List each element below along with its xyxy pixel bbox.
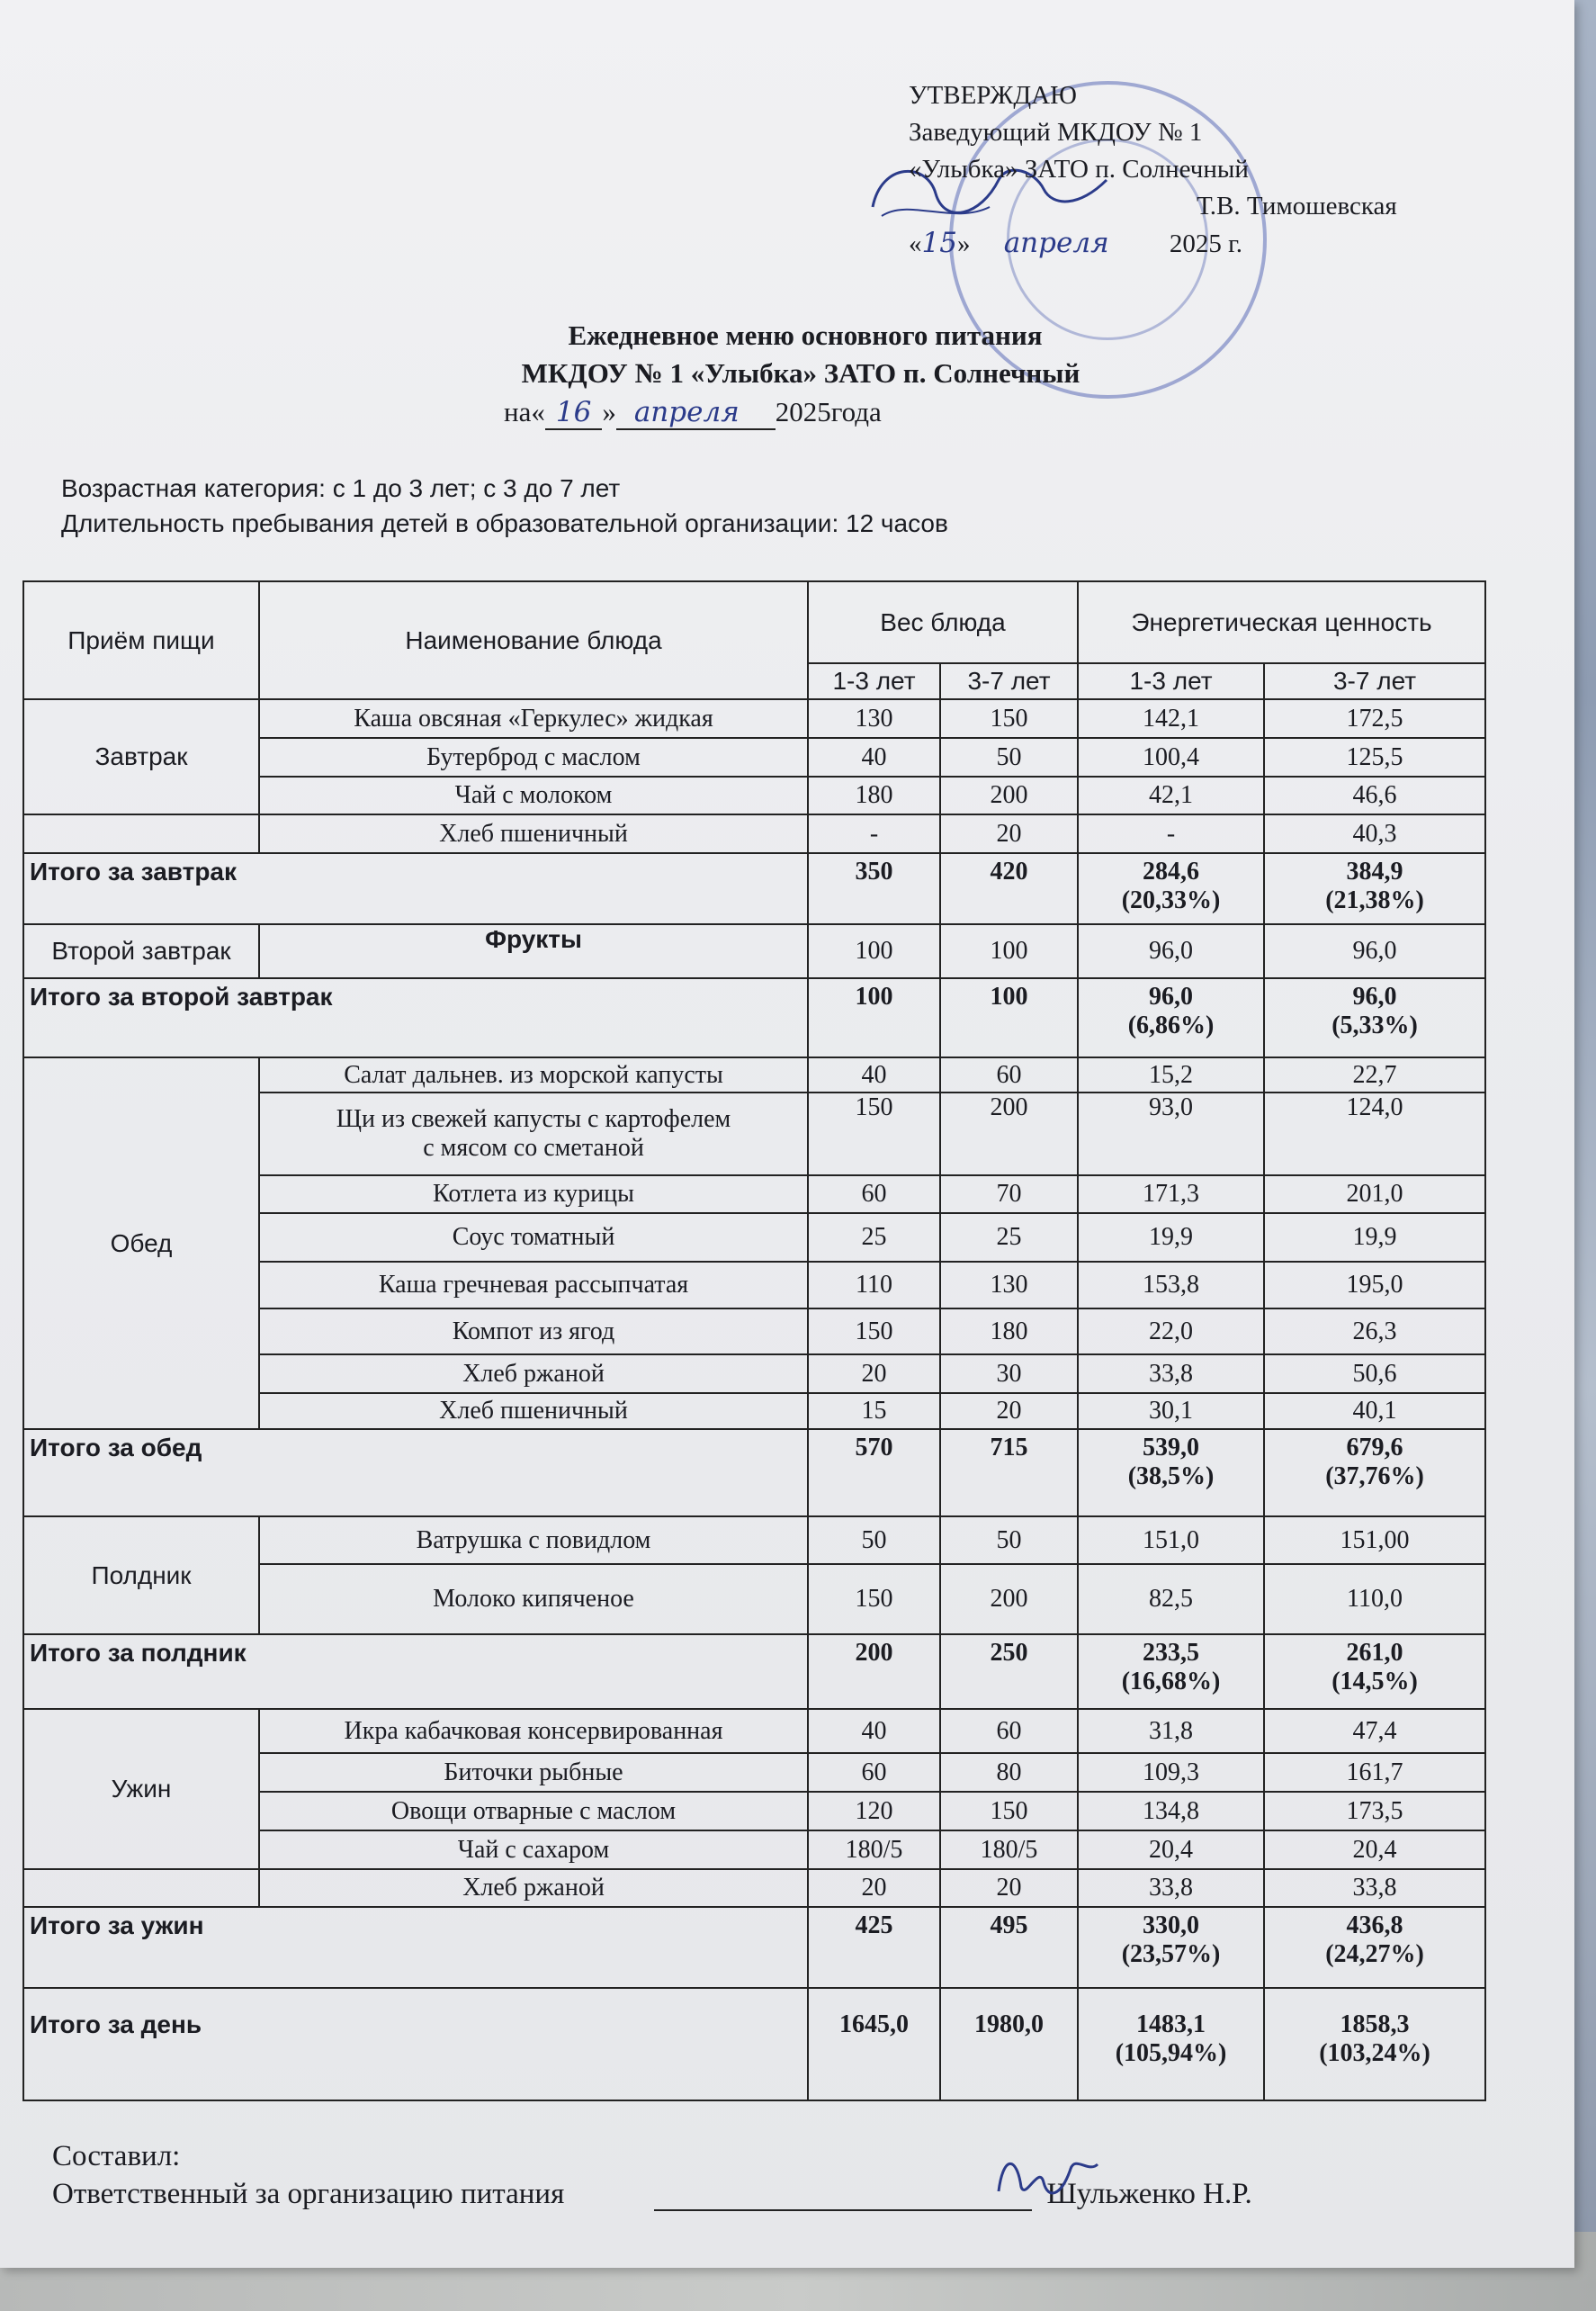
total-label: Итого за второй завтрак xyxy=(23,978,808,1057)
total-label: Итого за день xyxy=(23,1988,808,2100)
weight-3-7: 20 xyxy=(940,814,1078,853)
meal-second-breakfast: Второй завтрак xyxy=(23,924,259,978)
menu-subtitle: МКДОУ № 1 «Улыбка» ЗАТО п. Солнечный xyxy=(521,357,1080,389)
total-weight-1-3: 200 xyxy=(808,1634,940,1709)
energy-1-3: 33,8 xyxy=(1078,1869,1264,1907)
approval-date: «15» апреля 2025 г. xyxy=(909,227,1242,259)
weight-1-3: 60 xyxy=(808,1175,940,1213)
weight-1-3: 40 xyxy=(808,1709,940,1753)
dish-name: Фрукты xyxy=(259,924,808,978)
header-row xyxy=(23,581,1485,663)
total-energy-3-7: 384,9 (21,38%) xyxy=(1264,853,1485,924)
total-label: Итого за обед xyxy=(23,1429,808,1516)
meal-dinner: Ужин xyxy=(23,1709,259,1869)
total-weight-3-7: 715 xyxy=(940,1429,1078,1516)
total-label: Итого за завтрак xyxy=(23,853,808,924)
weight-3-7: 200 xyxy=(940,1093,1078,1175)
energy-3-7: 161,7 xyxy=(1264,1753,1485,1792)
weight-3-7: 20 xyxy=(940,1393,1078,1429)
total-energy-3-7: 96,0 (5,33%) xyxy=(1264,978,1485,1057)
director-name: Т.В. Тимошевская xyxy=(1197,192,1397,220)
energy-1-3: 20,4 xyxy=(1078,1830,1264,1869)
weight-1-3: 20 xyxy=(808,1354,940,1393)
energy-3-7: 124,0 xyxy=(1264,1093,1485,1175)
dish-name: Хлеб пшеничный xyxy=(259,814,808,853)
dish-name: Хлеб ржаной xyxy=(259,1354,808,1393)
dish-name: Чай с молоком xyxy=(259,777,808,814)
energy-3-7: 40,1 xyxy=(1264,1393,1485,1429)
dish-name: Каша гречневая рассыпчатая xyxy=(259,1262,808,1308)
energy-1-3: 96,0 xyxy=(1078,924,1264,978)
dish-name: Икра кабачковая консервированная xyxy=(259,1709,808,1753)
table-row xyxy=(23,699,1485,738)
energy-1-3: 15,2 xyxy=(1078,1057,1264,1093)
dish-name: Хлеб пшеничный xyxy=(259,1393,808,1429)
weight-1-3: 150 xyxy=(808,1093,940,1175)
meal-snack: Полдник xyxy=(23,1516,259,1634)
menu-date-day: 16 xyxy=(545,396,602,430)
header-energy: Энергетическая ценность xyxy=(1078,581,1485,663)
weight-3-7: 60 xyxy=(940,1057,1078,1093)
dish-name: Овощи отварные с маслом xyxy=(259,1792,808,1830)
energy-1-3: 109,3 xyxy=(1078,1753,1264,1792)
approval-line1: УТВЕРЖДАЮ xyxy=(909,81,1077,110)
weight-3-7: 80 xyxy=(940,1753,1078,1792)
weight-1-3: 25 xyxy=(808,1213,940,1262)
energy-3-7: 26,3 xyxy=(1264,1308,1485,1354)
total-energy-3-7: 261,0 (14,5%) xyxy=(1264,1634,1485,1709)
composed-by-label: Составил: xyxy=(52,2140,181,2172)
energy-1-3: 171,3 xyxy=(1078,1175,1264,1213)
weight-1-3: 180 xyxy=(808,777,940,814)
stay-duration: Длительность пребывания детей в образовательной организации: 12 часов xyxy=(61,509,948,537)
total-weight-3-7: 420 xyxy=(940,853,1078,924)
table-row xyxy=(23,814,1485,853)
total-weight-3-7: 1980,0 xyxy=(940,1988,1078,2100)
weight-3-7: 180 xyxy=(940,1308,1078,1354)
energy-1-3: 30,1 xyxy=(1078,1393,1264,1429)
energy-3-7: 195,0 xyxy=(1264,1262,1485,1308)
header-weight-age2: 3-7 лет xyxy=(940,663,1078,699)
weight-3-7: 100 xyxy=(940,924,1078,978)
empty-cell xyxy=(23,814,259,853)
table-row xyxy=(23,1057,1485,1093)
approval-line2: Заведующий МКДОУ № 1 xyxy=(909,118,1203,147)
energy-3-7: 20,4 xyxy=(1264,1830,1485,1869)
energy-3-7: 22,7 xyxy=(1264,1057,1485,1093)
energy-3-7: 96,0 xyxy=(1264,924,1485,978)
dish-name: Молоко кипяченое xyxy=(259,1564,808,1634)
energy-1-3: - xyxy=(1078,814,1264,853)
energy-1-3: 22,0 xyxy=(1078,1308,1264,1354)
total-energy-1-3: 96,0 (6,86%) xyxy=(1078,978,1264,1057)
total-weight-3-7: 250 xyxy=(940,1634,1078,1709)
dish-name: Хлеб ржаной xyxy=(259,1869,808,1907)
responsible-role: Ответственный за организацию питания xyxy=(52,2178,565,2210)
total-weight-3-7: 100 xyxy=(940,978,1078,1057)
total-energy-3-7: 1858,3 (103,24%) xyxy=(1264,1988,1485,2100)
energy-3-7: 40,3 xyxy=(1264,814,1485,853)
weight-3-7: 150 xyxy=(940,699,1078,738)
approval-block xyxy=(909,77,1397,263)
weight-3-7: 200 xyxy=(940,777,1078,814)
weight-3-7: 200 xyxy=(940,1564,1078,1634)
menu-date-month: апреля xyxy=(616,396,776,430)
energy-3-7: 110,0 xyxy=(1264,1564,1485,1634)
energy-1-3: 134,8 xyxy=(1078,1792,1264,1830)
energy-3-7: 46,6 xyxy=(1264,777,1485,814)
total-weight-3-7: 495 xyxy=(940,1907,1078,1988)
approval-director-line xyxy=(909,188,1397,225)
age-category: Возрастная категория: с 1 до 3 лет; с 3 до 7 лет xyxy=(61,474,621,502)
weight-1-3: 130 xyxy=(808,699,940,738)
total-weight-1-3: 425 xyxy=(808,1907,940,1988)
dish-name: Котлета из курицы xyxy=(259,1175,808,1213)
header-weight-age1: 1-3 лет xyxy=(808,663,940,699)
dish-name: Салат дальнев. из морской капусты xyxy=(259,1057,808,1093)
weight-1-3: 150 xyxy=(808,1308,940,1354)
total-row-day xyxy=(23,1988,1485,2100)
weight-1-3: 100 xyxy=(808,924,940,978)
approval-date-month: апреля xyxy=(1003,227,1109,259)
weight-1-3: 50 xyxy=(808,1516,940,1564)
total-energy-1-3: 539,0 (38,5%) xyxy=(1078,1429,1264,1516)
dish-name: Компот из ягод xyxy=(259,1308,808,1354)
total-energy-1-3: 284,6 (20,33%) xyxy=(1078,853,1264,924)
weight-3-7: 25 xyxy=(940,1213,1078,1262)
energy-3-7: 151,00 xyxy=(1264,1516,1485,1564)
energy-1-3: 93,0 xyxy=(1078,1093,1264,1175)
energy-3-7: 172,5 xyxy=(1264,699,1485,738)
total-row-second-breakfast xyxy=(23,978,1485,1057)
approval-date-year: 2025 г. xyxy=(1169,229,1242,258)
total-weight-1-3: 570 xyxy=(808,1429,940,1516)
table-row xyxy=(23,1709,1485,1753)
menu-title: Ежедневное меню основного питания xyxy=(568,319,1043,351)
total-weight-1-3: 1645,0 xyxy=(808,1988,940,2100)
header-meal: Приём пищи xyxy=(23,581,259,699)
header-dish: Наименование блюда xyxy=(259,581,808,699)
energy-3-7: 19,9 xyxy=(1264,1213,1485,1262)
header-weight: Вес блюда xyxy=(808,581,1078,663)
table-row xyxy=(23,1516,1485,1564)
weight-3-7: 60 xyxy=(940,1709,1078,1753)
energy-3-7: 33,8 xyxy=(1264,1869,1485,1907)
energy-3-7: 201,0 xyxy=(1264,1175,1485,1213)
weight-1-3: 150 xyxy=(808,1564,940,1634)
energy-1-3: 153,8 xyxy=(1078,1262,1264,1308)
total-row-snack xyxy=(23,1634,1485,1709)
energy-1-3: 151,0 xyxy=(1078,1516,1264,1564)
energy-3-7: 173,5 xyxy=(1264,1792,1485,1830)
energy-3-7: 47,4 xyxy=(1264,1709,1485,1753)
weight-3-7: 150 xyxy=(940,1792,1078,1830)
energy-1-3: 31,8 xyxy=(1078,1709,1264,1753)
weight-3-7: 20 xyxy=(940,1869,1078,1907)
energy-1-3: 19,9 xyxy=(1078,1213,1264,1262)
total-row-lunch xyxy=(23,1429,1485,1516)
meal-breakfast: Завтрак xyxy=(23,699,259,814)
energy-1-3: 33,8 xyxy=(1078,1354,1264,1393)
total-energy-1-3: 1483,1 (105,94%) xyxy=(1078,1988,1264,2100)
meal-lunch: Обед xyxy=(23,1057,259,1429)
energy-3-7: 50,6 xyxy=(1264,1354,1485,1393)
dish-name: Щи из свежей капусты с картофелем с мясом со сметаной xyxy=(259,1093,808,1175)
total-row-breakfast xyxy=(23,853,1485,924)
energy-1-3: 42,1 xyxy=(1078,777,1264,814)
total-weight-1-3: 100 xyxy=(808,978,940,1057)
energy-1-3: 82,5 xyxy=(1078,1564,1264,1634)
approval-date-day: 15 xyxy=(921,227,957,259)
empty-cell xyxy=(23,1869,259,1907)
dish-name: Ватрушка с повидлом xyxy=(259,1516,808,1564)
energy-1-3: 142,1 xyxy=(1078,699,1264,738)
table-row xyxy=(23,1869,1485,1907)
dish-name: Бутерброд с маслом xyxy=(259,738,808,777)
energy-3-7: 125,5 xyxy=(1264,738,1485,777)
total-weight-1-3: 350 xyxy=(808,853,940,924)
weight-3-7: 30 xyxy=(940,1354,1078,1393)
menu-date: на« 16 » апреля 2025года xyxy=(504,396,882,428)
signature-line xyxy=(654,2182,1032,2211)
energy-1-3: 100,4 xyxy=(1078,738,1264,777)
dish-name: Соус томатный xyxy=(259,1213,808,1262)
weight-1-3: 40 xyxy=(808,738,940,777)
total-energy-1-3: 233,5 (16,68%) xyxy=(1078,1634,1264,1709)
weight-3-7: 70 xyxy=(940,1175,1078,1213)
weight-3-7: 180/5 xyxy=(940,1830,1078,1869)
weight-1-3: 180/5 xyxy=(808,1830,940,1869)
responsible-name: Шульженко Н.Р. xyxy=(1046,2178,1252,2210)
total-energy-3-7: 679,6 (37,76%) xyxy=(1264,1429,1485,1516)
dish-name: Чай с сахаром xyxy=(259,1830,808,1869)
total-energy-3-7: 436,8 (24,27%) xyxy=(1264,1907,1485,1988)
total-energy-1-3: 330,0 (23,57%) xyxy=(1078,1907,1264,1988)
responsible-signature xyxy=(990,2146,1107,2209)
header-energy-age1: 1-3 лет xyxy=(1078,663,1264,699)
weight-1-3: 110 xyxy=(808,1262,940,1308)
weight-1-3: 120 xyxy=(808,1792,940,1830)
dish-name: Каша овсяная «Геркулес» жидкая xyxy=(259,699,808,738)
weight-1-3: 60 xyxy=(808,1753,940,1792)
weight-1-3: 15 xyxy=(808,1393,940,1429)
total-label: Итого за ужин xyxy=(23,1907,808,1988)
total-label: Итого за полдник xyxy=(23,1634,808,1709)
weight-1-3: 20 xyxy=(808,1869,940,1907)
weight-3-7: 130 xyxy=(940,1262,1078,1308)
total-row-dinner xyxy=(23,1907,1485,1988)
menu-table xyxy=(22,580,1486,2101)
weight-3-7: 50 xyxy=(940,1516,1078,1564)
weight-1-3: - xyxy=(808,814,940,853)
weight-1-3: 40 xyxy=(808,1057,940,1093)
approval-line3: «Улыбка» ЗАТО п. Солнечный xyxy=(909,155,1249,184)
header-energy-age2: 3-7 лет xyxy=(1264,663,1485,699)
table-row xyxy=(23,924,1485,978)
dish-name: Биточки рыбные xyxy=(259,1753,808,1792)
weight-3-7: 50 xyxy=(940,738,1078,777)
